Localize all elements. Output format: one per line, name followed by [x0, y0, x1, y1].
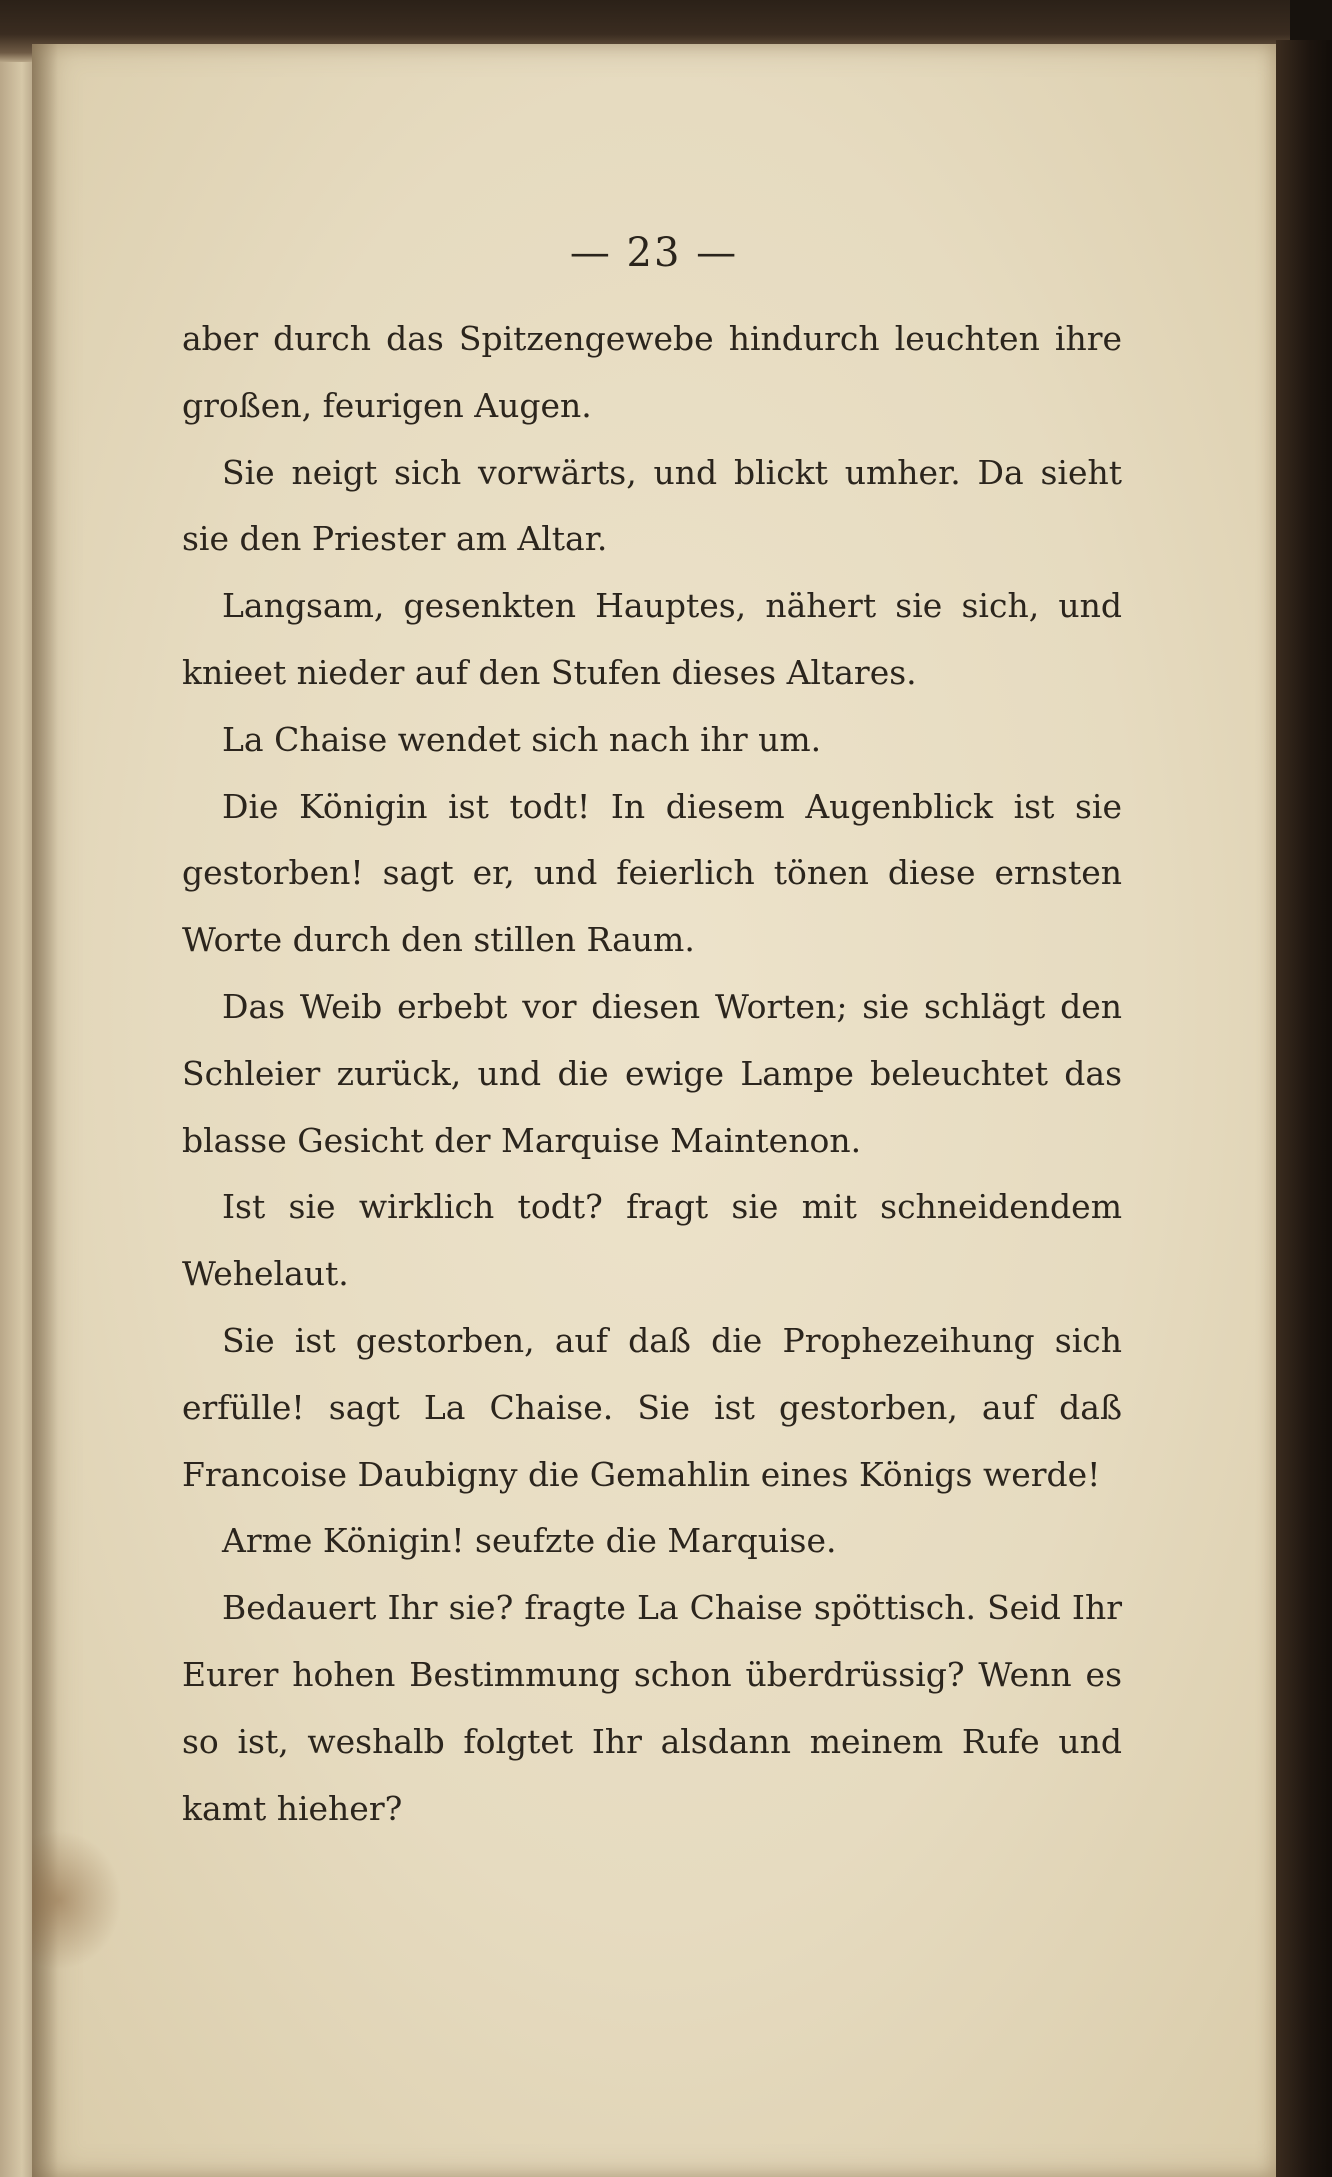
paragraph: aber durch das Spitzengewebe hindurch leuchten ihre großen, feurigen Augen.: [182, 319, 1122, 425]
paragraph: Bedauert Ihr sie? fragte La Chaise spöttisch. Seid Ihr Eurer hohen Bestimmung schon überdrüssig? Wenn es so ist, weshalb folgtet Ihr alsdann meinem Rufe und kamt hieher?: [182, 1588, 1122, 1828]
paper-stain: [32, 1830, 122, 1970]
book-page: [32, 44, 1276, 2177]
paragraph: Sie ist gestorben, auf daß die Prophezeihung sich erfülle! sagt La Chaise. Sie ist gestorben, auf daß Francoise Daubigny die Gemahlin eines Königs werde!: [182, 1320, 1122, 1494]
page-number: — 23 —: [569, 230, 739, 276]
body-text: [182, 306, 1122, 1842]
paragraph: Sie neigt sich vorwärts, und blickt umher. Da sieht sie den Priester am Altar.: [182, 452, 1122, 559]
paragraph: La Chaise wendet sich nach ihr um.: [222, 719, 822, 759]
right-binding: [1276, 40, 1332, 2177]
paragraph: Langsam, gesenkten Hauptes, nähert sie sich, und knieet nieder auf den Stufen dieses Altares.: [182, 586, 1122, 692]
paragraph: Das Weib erbebt vor diesen Worten; sie schlägt den Schleier zurück, und die ewige Lampe beleuchtet das blasse Gesicht der Marquise Maintenon.: [182, 986, 1122, 1160]
paragraph: Die Königin ist todt! In diesem Augenblick ist sie gestorben! sagt er, und feierlich tönen diese ernsten Worte durch den stillen Raum.: [182, 786, 1122, 960]
paragraph: Arme Königin! seufzte die Marquise.: [222, 1521, 837, 1561]
paragraph: Ist sie wirklich todt? fragt sie mit schneidendem Wehelaut.: [182, 1187, 1122, 1294]
